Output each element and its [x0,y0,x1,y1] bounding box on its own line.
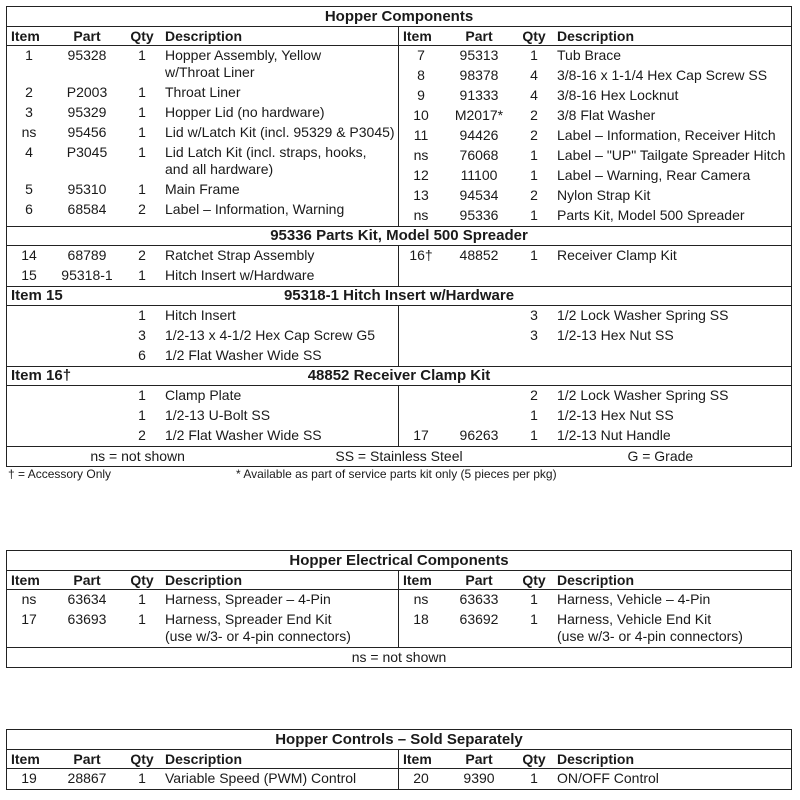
table-row [7,200,398,220]
quantity: 3 [138,327,146,343]
quantity: 3 [530,307,538,323]
footer-note: G = Grade [627,448,694,464]
left-column [7,386,399,446]
item-number: 17 [21,611,37,627]
header-item: Item [11,751,40,767]
item-number: 14 [21,247,37,263]
quantity: 3 [530,327,538,343]
quantity: 2 [530,107,538,123]
part-number: 68789 [67,247,107,263]
header-part: Part [73,572,101,588]
electrical-body [7,590,791,648]
table-row [399,590,791,610]
quantity: 2 [138,427,146,443]
quantity: 1 [138,104,146,120]
item-number: 17 [413,427,429,443]
description: 3/8 Flat Washer [557,107,656,123]
header-qty: Qty [130,751,154,767]
item-number [7,307,51,324]
item-number: 12 [413,167,429,183]
section-title: 48852 Receiver Clamp Kit [307,367,491,384]
quantity: 1 [530,591,538,607]
quantity: 1 [530,611,538,627]
header-qty: Qty [130,572,154,588]
header-part: Part [73,28,101,44]
part-number: 95318-1 [61,267,113,283]
item-number [7,347,51,364]
table-footer [7,447,791,466]
section-header-hitch-insert [7,287,791,306]
item-number: 11 [413,127,429,143]
table-row [7,406,398,426]
table-row [7,610,398,647]
table-title: Hopper Controls – Sold Separately [7,730,791,750]
header-part: Part [73,751,101,767]
part-number: 98378 [459,67,499,83]
item-number: 8 [417,67,425,83]
quantity: 1 [530,207,538,223]
item-number: ns [413,591,429,607]
right-column [399,590,791,647]
part-number [51,347,123,364]
description: Label – Warning, Rear Camera [557,167,751,183]
part-number: 95336 [459,207,499,223]
right-column [399,46,791,226]
right-column [399,769,791,789]
table-row [399,106,791,126]
quantity: 1 [138,770,146,786]
column-header-row [7,27,791,46]
header-description: Description [165,28,243,44]
table-row [7,83,398,103]
header-qty: Qty [522,572,546,588]
table-title: Hopper Components [7,7,791,27]
part-number: 63634 [67,591,107,607]
description: Harness, Spreader – 4-Pin [165,591,331,607]
section-label: Item 15 [11,287,63,304]
item-number [7,427,51,444]
description: Ratchet Strap Assembly [165,247,315,263]
quantity: 1 [138,47,146,63]
header-item: Item [11,28,40,44]
footer-note: SS = Stainless Steel [335,448,463,464]
table-row [7,769,398,789]
quantity: 2 [138,201,146,217]
table-footer [7,648,791,667]
electrical-components-table [6,550,792,668]
quantity: 1 [138,611,146,627]
table-row [399,86,791,106]
item-number: ns [413,147,429,163]
item-number: ns [413,207,429,223]
description: Label – Information, Warning [165,201,345,217]
part-number: 96263 [459,427,499,443]
header-item: Item [403,751,432,767]
part-number: P3045 [66,144,108,160]
table-row [7,180,398,200]
part-number: P2003 [66,84,108,100]
item-number: 19 [21,770,37,786]
table-row [399,186,791,206]
part-number: 95313 [459,47,499,63]
part-number [443,407,515,424]
table-title: Hopper Electrical Components [7,551,791,571]
description: 1/2-13 Nut Handle [557,427,671,443]
table-row [7,246,398,266]
part-number [443,307,515,324]
quantity: 6 [138,347,146,363]
table-row [399,326,791,346]
left-column [7,769,399,789]
footer-note: ns = not shown [90,448,185,464]
main-parts-body [7,46,791,227]
quantity: 1 [138,124,146,140]
description: Harness, Vehicle End Kit (use w/3- or 4-pin connectors) [557,611,743,644]
description: Hitch Insert [165,307,236,323]
table-row [399,386,791,406]
hopper-components-table [6,6,792,467]
description: ON/OFF Control [557,770,659,786]
description: Parts Kit, Model 500 Spreader [557,207,745,223]
item-number [7,387,51,404]
quantity: 1 [530,407,538,423]
header-description: Description [557,572,635,588]
part-number: 91333 [459,87,499,103]
part-number [51,427,123,444]
item-number: 15 [21,267,37,283]
item-number [399,307,443,324]
description: 1/2-13 Hex Nut SS [557,327,674,343]
table-row [7,123,398,143]
item-number [399,407,443,424]
header-description: Description [165,751,243,767]
description: 1/2 Flat Washer Wide SS [165,427,322,443]
table-row [7,326,398,346]
item-number: 7 [417,47,425,63]
controls-body [7,769,791,789]
part-number: 68584 [67,201,107,217]
quantity: 1 [138,267,146,283]
description: Clamp Plate [165,387,242,403]
dagger-note: † = Accessory Only [8,467,112,481]
part-number: 95329 [67,104,107,120]
quantity: 1 [530,167,538,183]
description: 3/8-16 x 1-1/4 Hex Cap Screw SS [557,67,768,83]
header-description: Description [557,751,635,767]
quantity: 1 [138,84,146,100]
quantity: 2 [530,387,538,403]
part-number: 63692 [459,611,499,627]
footer-note: ns = not shown [351,649,447,665]
description: 1/2-13 x 4-1/2 Hex Cap Screw G5 [165,327,376,343]
part-number: 63633 [459,591,499,607]
table-row [7,266,398,286]
item-number: ns [21,124,37,140]
header-qty: Qty [522,28,546,44]
section-header-receiver-clamp [7,367,791,386]
quantity: 1 [138,144,146,160]
table-row [399,206,791,226]
table-row [399,246,791,266]
column-header-row [7,750,791,769]
part-number [51,407,123,424]
table-row [7,143,398,180]
description: 1/2-13 Hex Nut SS [557,407,674,423]
header-item: Item [403,572,432,588]
table-row [7,306,398,326]
table-row [399,769,791,789]
quantity: 1 [530,47,538,63]
header-part: Part [465,28,493,44]
quantity: 1 [530,770,538,786]
description: Nylon Strap Kit [557,187,651,203]
section-title: 95336 Parts Kit, Model 500 Spreader [270,227,528,244]
part-number [51,387,123,404]
table-row [399,66,791,86]
table-row [7,46,398,83]
left-column [7,590,399,647]
receiver-clamp-body [7,386,791,447]
asterisk-note: * Available as part of service parts kit only (5 pieces per pkg) [236,467,557,481]
table-row [7,590,398,610]
header-qty: Qty [522,751,546,767]
quantity: 1 [138,407,146,423]
item-number: 10 [413,107,429,123]
part-number: 94534 [459,187,499,203]
description: 3/8-16 Hex Locknut [557,87,679,103]
quantity: 4 [530,87,538,103]
quantity: 2 [530,187,538,203]
part-number [51,327,123,344]
table-row [399,306,791,326]
hitch-insert-body [7,306,791,367]
header-part: Part [465,751,493,767]
quantity: 1 [138,307,146,323]
parts-kit-body [7,246,791,287]
item-number: 5 [25,181,33,197]
item-number: 6 [25,201,33,217]
section-header-parts-kit [7,227,791,246]
part-number [443,327,515,344]
part-number: 48852 [459,247,499,263]
header-qty: Qty [130,28,154,44]
part-number: 95456 [67,124,107,140]
table-row [399,166,791,186]
part-number: 76068 [459,147,499,163]
item-number: 9 [417,87,425,103]
quantity: 1 [138,387,146,403]
table-row [7,386,398,406]
item-number: 20 [413,770,429,786]
quantity: 1 [138,591,146,607]
column-header-row [7,571,791,590]
item-number [399,387,443,404]
description: Lid Latch Kit (incl. straps, hooks, and all hardware) [165,144,367,177]
table-row [399,426,791,446]
left-column [7,306,399,366]
table-row [399,406,791,426]
quantity: 2 [530,127,538,143]
table-row [7,346,398,366]
item-number: ns [21,591,37,607]
description: 1/2 Lock Washer Spring SS [557,307,729,323]
item-number: 13 [413,187,429,203]
left-column [7,46,399,226]
description: Receiver Clamp Kit [557,247,677,263]
description: Variable Speed (PWM) Control [165,770,357,786]
description: Lid w/Latch Kit (incl. 95329 & P3045) [165,124,395,140]
part-number: 11100 [460,167,498,183]
item-number: 1 [25,47,33,63]
quantity: 2 [138,247,146,263]
header-description: Description [165,572,243,588]
item-number [7,327,51,344]
section-label: Item 16† [11,367,72,384]
table-row [399,46,791,66]
header-description: Description [557,28,635,44]
item-number [7,407,51,424]
right-column [399,246,791,286]
part-number: M2017* [454,107,504,123]
description: Hopper Lid (no hardware) [165,104,325,120]
description: Hitch Insert w/Hardware [165,267,315,283]
item-number: 4 [25,144,33,160]
part-number: 95310 [67,181,107,197]
table-row [399,610,791,647]
right-column [399,306,791,366]
quantity: 1 [530,427,538,443]
part-number [443,387,515,404]
description: Hopper Assembly, Yellow w/Throat Liner [165,47,322,80]
description: Throat Liner [165,84,241,100]
item-number: 18 [413,611,429,627]
description: 1/2-13 U-Bolt SS [165,407,271,423]
description: 1/2 Lock Washer Spring SS [557,387,729,403]
description: Label – Information, Receiver Hitch [557,127,776,143]
table-row [7,426,398,446]
quantity: 4 [530,67,538,83]
quantity: 1 [138,181,146,197]
item-number [399,327,443,344]
part-number: 95328 [67,47,107,63]
quantity: 1 [530,147,538,163]
item-number: 2 [25,84,33,100]
table-row [399,126,791,146]
section-title: 95318-1 Hitch Insert w/Hardware [283,287,515,304]
right-column [399,386,791,446]
header-item: Item [11,572,40,588]
part-number [51,307,123,324]
part-number: 9390 [463,770,495,786]
description: Harness, Spreader End Kit (use w/3- or 4-pin connectors) [165,611,351,644]
item-number: 3 [25,104,33,120]
item-number: 16† [409,247,433,263]
quantity: 1 [530,247,538,263]
controls-table [6,729,792,790]
table-row [399,146,791,166]
header-part: Part [465,572,493,588]
header-item: Item [403,28,432,44]
part-number: 28867 [67,770,107,786]
part-number: 63693 [67,611,107,627]
part-number: 94426 [459,127,499,143]
left-column [7,246,399,286]
description: Tub Brace [557,47,622,63]
description: Harness, Vehicle – 4-Pin [557,591,711,607]
description: Main Frame [165,181,240,197]
table-row [7,103,398,123]
description: Label – "UP" Tailgate Spreader Hitch [557,147,786,163]
description: 1/2 Flat Washer Wide SS [165,347,322,363]
